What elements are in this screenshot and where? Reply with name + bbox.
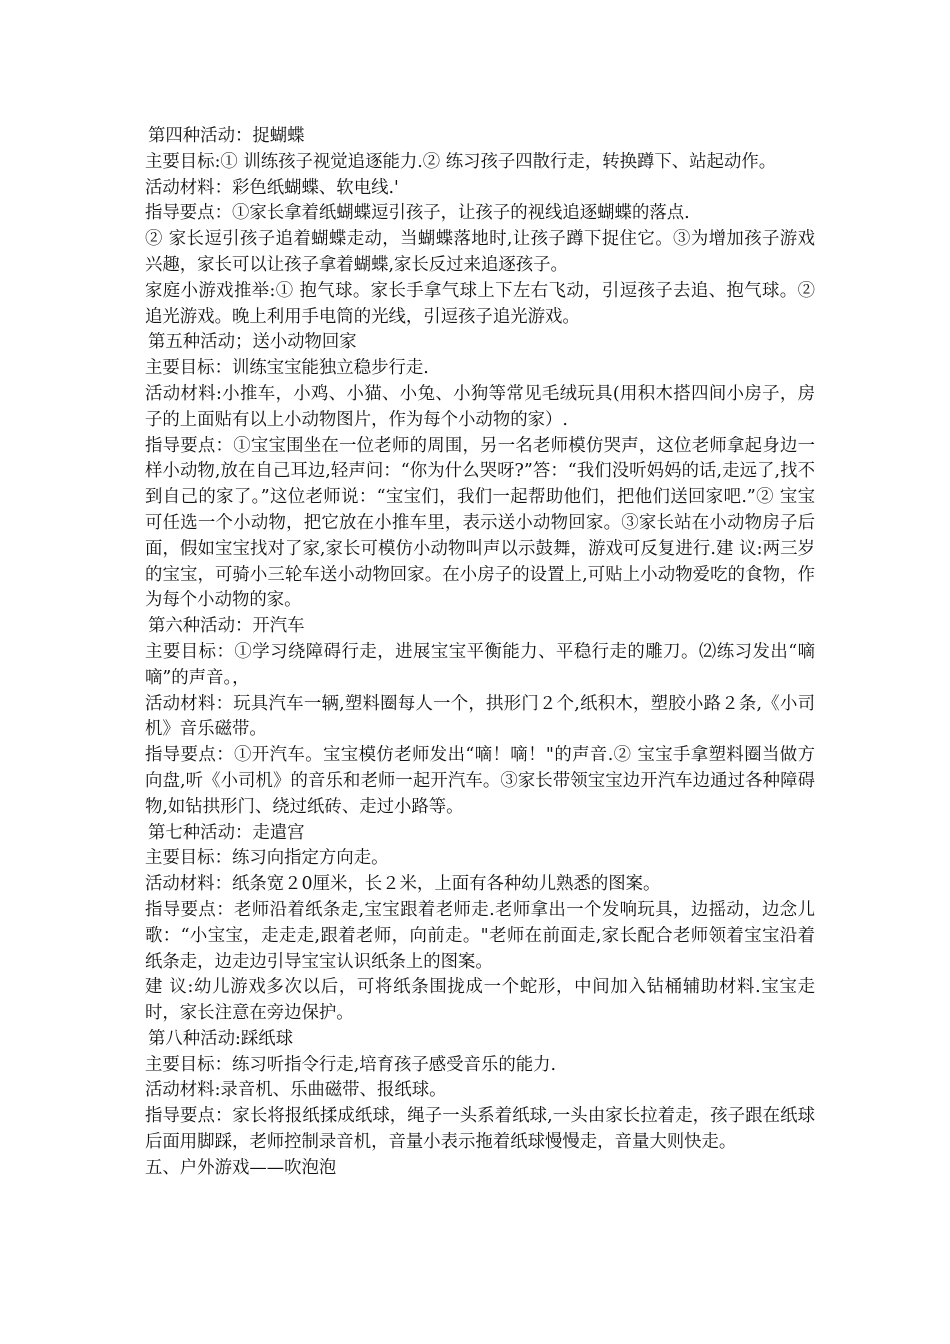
activity-7-heading: 第七种活动：走遣宫 <box>148 822 305 843</box>
activity-6-goal: 主要目标：①学习绕障碍行走，进展宝宝平衡能力、平稳行走的雕刀。⑵练习发出“嘀嘀”的声音。， <box>145 641 815 688</box>
activity-8-guidance: 指导要点：家长将报纸揉成纸球，绳子一头系着纸球,一头由家长拉着走，孩子跟在纸球后面用脚踩，老师控制录音机，音量小表示拖着纸球慢慢走，音量大则快走。 <box>145 1106 815 1153</box>
activity-5-heading: 第五种活动；送小动物回家 <box>148 332 357 353</box>
activity-5-guidance: 指导要点：①宝宝围坐在一位老师的周围，另一名老师模仿哭声，这位老师拿起身边一样小动物,放在自己耳边,轻声问：“你为什么哭呀?”答：“我们没听妈妈的话,走远了,找不到自己的家了。”这位老师说：“宝宝们，我们一起帮助他们，把他们送回家吧.”② 宝宝可任选一个小动物，把它放在小推车里，表示送小动物回家。③家长站在小动物房子后面，假如宝宝找对了家,家长可模仿小动物叫声以示鼓舞，游戏可反复进行.建 议:两三岁的宝宝，可骑小三轮车送小动物回家。在小房子的设置上,可贴上小动物爱吃的食物，作为每个小动物的家。 <box>145 435 815 611</box>
activity-8-heading: 第八种活动:踩纸球 <box>148 1028 293 1049</box>
activity-7-materials: 活动材料：纸条宽２0厘米，长２米，上面有各种幼儿熟悉的图案。 <box>145 874 661 895</box>
activity-4-goal: 主要目标:① 训练孩子视觉追逐能力.② 练习孩子四散行走，转换蹲下、站起动作。 <box>145 151 777 172</box>
activity-6-heading: 第六种活动：开汽车 <box>148 616 305 637</box>
activity-8-goal: 主要目标：练习听指令行走,培育孩子感受音乐的能力. <box>145 1054 557 1075</box>
activity-7-suggestion: 建 议:幼儿游戏多次以后，可将纸条围拢成一个蛇形，中间加入钻桶辅助材料.宝宝走时，家长注意在旁边保护。 <box>145 977 815 1024</box>
activity-4-materials: 活动材料：彩色纸蝴蝶、软电线.' <box>145 177 399 198</box>
activity-8-materials: 活动材料:录音机、乐曲磁带、报纸球。 <box>145 1080 447 1101</box>
activity-4-guidance-continued: ② 家长逗引孩子追着蝴蝶走动，当蝴蝶落地时,让孩子蹲下捉住它。③为增加孩子游戏兴趣，家长可以让孩子拿着蝴蝶,家长反过来追逐孩子。 <box>145 229 815 275</box>
document-body <box>145 124 815 1182</box>
activity-7-goal: 主要目标：练习向指定方向走。 <box>145 848 389 869</box>
activity-4-heading: 第四种活动：捉蝴蝶 <box>148 126 305 146</box>
activity-7-guidance: 指导要点：老师沿着纸条走,宝宝跟着老师走.老师拿出一个发响玩具，边摇动，边念儿歌：“小宝宝，走走走,跟着老师，向前走。"老师在前面走,家长配合老师领着宝宝沿着纸条走，边走边引导宝宝认识纸条上的图案。 <box>145 899 815 972</box>
activity-4-guidance: 指导要点：①家长拿着纸蝴蝶逗引孩子，让孩子的视线追逐蝴蝶的落点. <box>145 203 690 224</box>
activity-5-materials: 活动材料:小推车，小鸡、小猫、小兔、小狗等常见毛绒玩具(用积木搭四间小房子，房子的上面贴有以上小动物图片，作为每个小动物的家）. <box>145 383 815 430</box>
activity-6-materials: 活动材料：玩具汽车一辆,塑料圈每人一个，拱形门２个,纸积木，塑胶小路２条,《小司机》音乐磁带。 <box>145 693 815 740</box>
section-5-heading: 五、户外游戏——吹泡泡 <box>145 1157 337 1178</box>
activity-5-goal: 主要目标：训练宝宝能独立稳步行走. <box>145 358 429 379</box>
home-game-recommendation: 家庭小游戏推举:① 抱气球。家长手拿气球上下左右飞动，引逗孩子去追、抱气球。②追光游戏。晚上利用手电筒的光线，引逗孩子追光游戏。 <box>145 280 815 327</box>
activity-6-guidance: 指导要点：①开汽车。宝宝模仿老师发出“嘀！嘀！"的声音.② 宝宝手拿塑料圈当做方向盘,听《小司机》的音乐和老师一起开汽车。③家长带领宝宝边开汽车边通过各种障碍物,如钻拱形门、绕过纸砖、走过小路等。 <box>145 745 815 817</box>
